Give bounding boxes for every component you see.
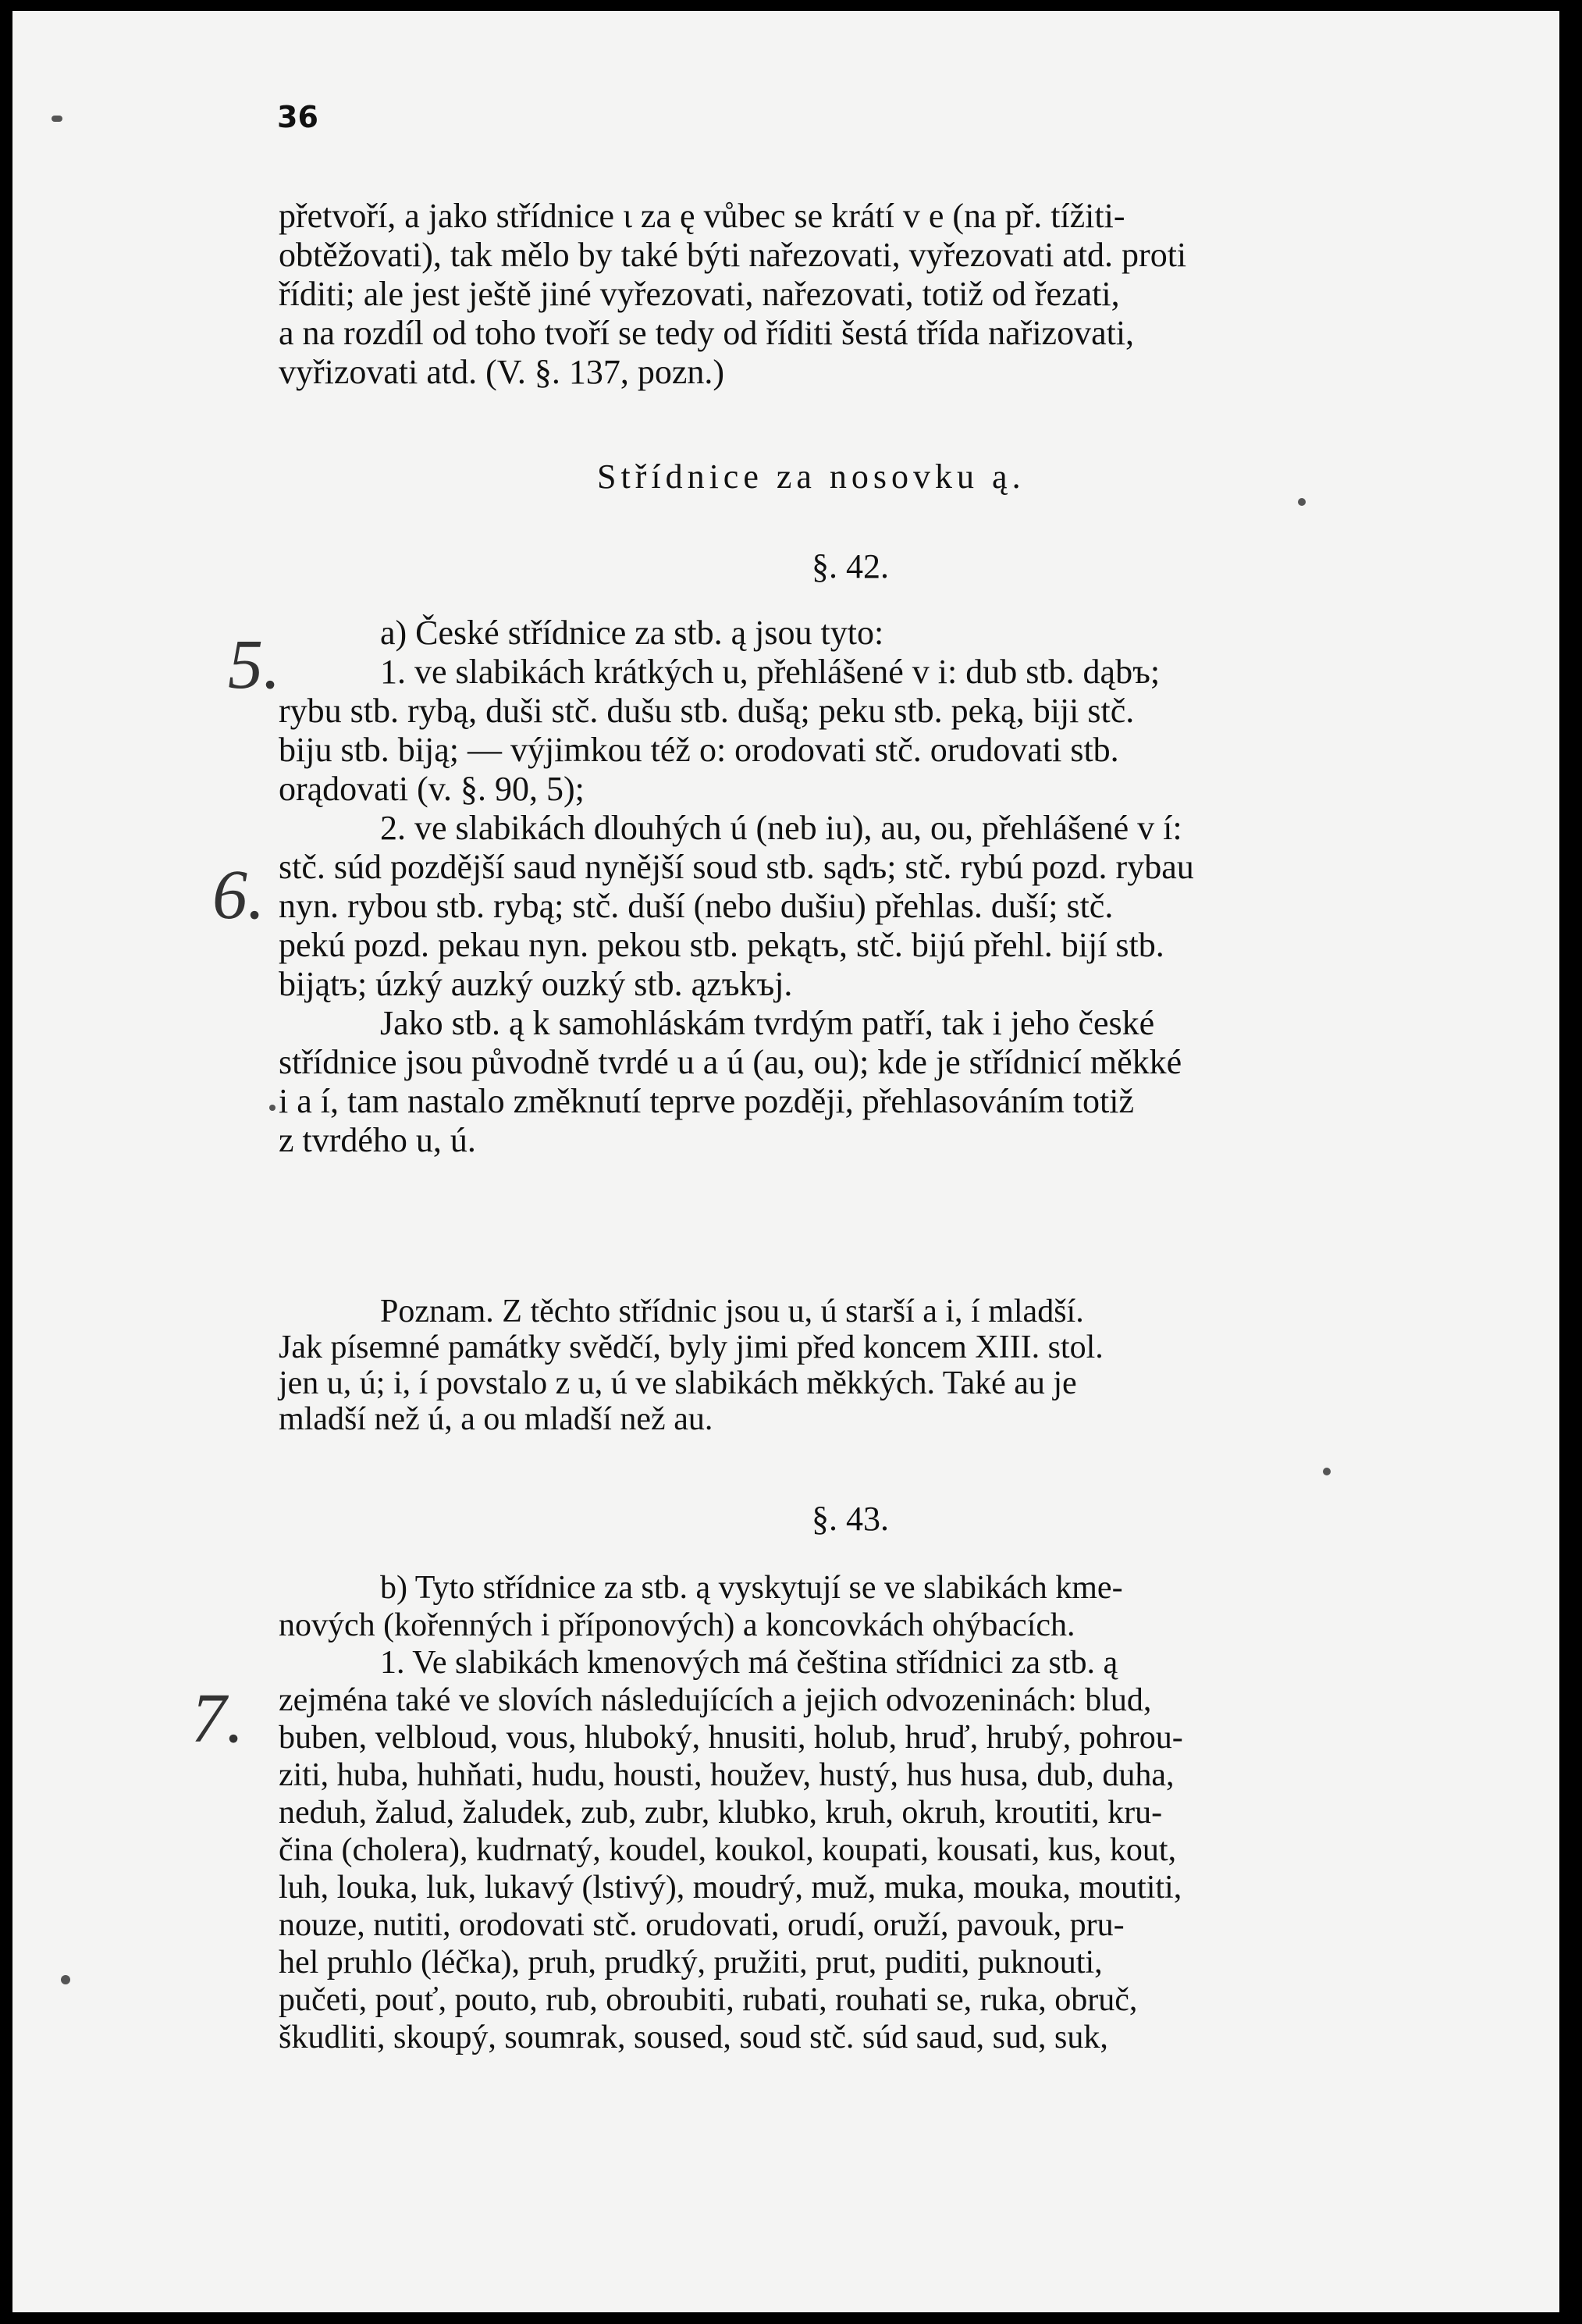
text-line: mladší než ú, a ou mladší než au. (279, 1401, 713, 1437)
text-line: hel pruhlo (léčka), pruh, prudký, pružiti, prut, puditi, puknouti, (279, 1945, 1103, 1981)
margin-note-5: 5. (228, 626, 281, 703)
note-paragraph (279, 1294, 1442, 1437)
section-43-body (279, 1569, 1442, 2056)
text-line: orądovati (v. §. 90, 5); (279, 770, 585, 808)
section-number-43: §. 43. (812, 1500, 889, 1538)
text-line: nouze, nutiti, orodovati stč. orudovati, orudí, oruží, pavouk, pru- (279, 1907, 1125, 1943)
section-heading: Střídnice za nosovku ą. (597, 457, 1026, 496)
text-line: buben, velbloud, vous, hluboký, hnusiti, holub, hruď, hrubý, pohrou- (279, 1720, 1183, 1756)
text-line: říditi; ale jest ještě jiné vyřezovati, nařezovati, totiž od řezati, (279, 275, 1120, 313)
text-line: nyn. rybou stb. rybą; stč. duší (nebo dušiu) přehlas. duší; stč. (279, 887, 1114, 925)
text-line: 1. Ve slabikách kmenových má čeština střídnici za stb. ą (380, 1645, 1118, 1681)
text-line: vyřizovati atd. (V. §. 137, pozn.) (279, 353, 725, 391)
text-line: bijątъ; úzký auzký ouzký stb. ązъkъj. (279, 965, 793, 1003)
text-line: a na rozdíl od toho tvoří se tedy od říditi šestá třída nařizovati, (279, 314, 1135, 352)
text-line: obtěžovati), tak mělo by také býti nařezovati, vyřezovati atd. proti (279, 236, 1187, 274)
margin-note-7: 7. (191, 1680, 244, 1757)
text-line: stč. súd pozdější saud nynější soud stb. sądъ; stč. rybú pozd. rybau (279, 848, 1194, 886)
page-number: 36 (277, 100, 318, 134)
scan-border-bottom (0, 2312, 1582, 2324)
text-line: i a í, tam nastalo změknutí teprve později, přehlasováním totiž (279, 1082, 1135, 1120)
text-line: přetvoří, a jako střídnice ɩ za ę vůbec se krátí v e (na př. tížiti- (279, 197, 1125, 235)
text-line: b) Tyto střídnice za stb. ą vyskytují se ve slabikách kme- (380, 1570, 1123, 1606)
scan-border-top (0, 0, 1582, 11)
text-line: 1. ve slabikách krátkých u, přehlášené v i: dub stb. dąbъ; (380, 653, 1161, 691)
text-line: pučeti, pouť, pouto, rub, obroubiti, rubati, rouhati se, ruka, obruč, (279, 1982, 1138, 2018)
text-line: a) České střídnice za stb. ą jsou tyto: (380, 614, 884, 652)
text-line: Jako stb. ą k samohláskám tvrdým patří, tak i jeho české (380, 1004, 1155, 1042)
text-line: neduh, žalud, žaludek, zub, zubr, klubko, kruh, okruh, kroutiti, kru- (279, 1795, 1163, 1831)
text-line: škudliti, skoupý, soumrak, soused, soud stč. súd saud, sud, suk, (279, 2020, 1108, 2055)
text-line: 2. ve slabikách dlouhých ú (neb iu), au, ou, přehlášené v í: (380, 809, 1182, 847)
scan-border-left (0, 0, 12, 2324)
text-line: nových (kořenných i příponových) a koncovkách ohýbacích. (279, 1607, 1075, 1643)
scan-border-right (1559, 0, 1582, 2324)
text-line: ziti, huba, huhňati, hudu, housti, houžev, hustý, hus husa, dub, duha, (279, 1757, 1175, 1793)
text-line: Jak písemné památky svědčí, byly jimi před koncem XIII. stol. (279, 1329, 1104, 1365)
scan-speck (1298, 498, 1306, 506)
section-42-body (279, 614, 1442, 1160)
scan-speck (52, 116, 62, 122)
margin-note-6: 6. (212, 856, 265, 934)
text-line: luh, louka, luk, lukavý (lstivý), moudrý, muž, muka, mouka, moutiti, (279, 1870, 1182, 1906)
text-line: jen u, ú; i, í povstalo z u, ú ve slabikách měkkých. Také au je (279, 1365, 1077, 1401)
text-line: z tvrdého u, ú. (279, 1121, 476, 1159)
text-line: rybu stb. rybą, duši stč. dušu stb. dušą; peku stb. peką, biji stč. (279, 692, 1135, 730)
text-line: pekú pozd. pekau nyn. pekou stb. pekątъ, stč. bijú přehl. bijí stb. (279, 926, 1164, 964)
text-line: střídnice jsou původně tvrdé u a ú (au, ou); kde je střídnicí měkké (279, 1043, 1182, 1081)
text-line: zejména také ve slovích následujících a jejich odvozeninách: blud, (279, 1682, 1152, 1718)
text-line: biju stb. biją; — výjimkou též o: orodovati stč. orudovati stb. (279, 731, 1119, 769)
scan-speck (269, 1105, 276, 1111)
text-line: Poznam. Z těchto střídnic jsou u, ú starší a i, í mladší. (380, 1294, 1084, 1329)
scan-speck (1323, 1468, 1331, 1475)
section-number-42: §. 42. (812, 547, 889, 585)
paragraph-continuation (279, 197, 1442, 392)
scan-speck (61, 1975, 70, 1984)
text-line: čina (cholera), kudrnatý, koudel, koukol, koupati, kousati, kus, kout, (279, 1832, 1177, 1868)
